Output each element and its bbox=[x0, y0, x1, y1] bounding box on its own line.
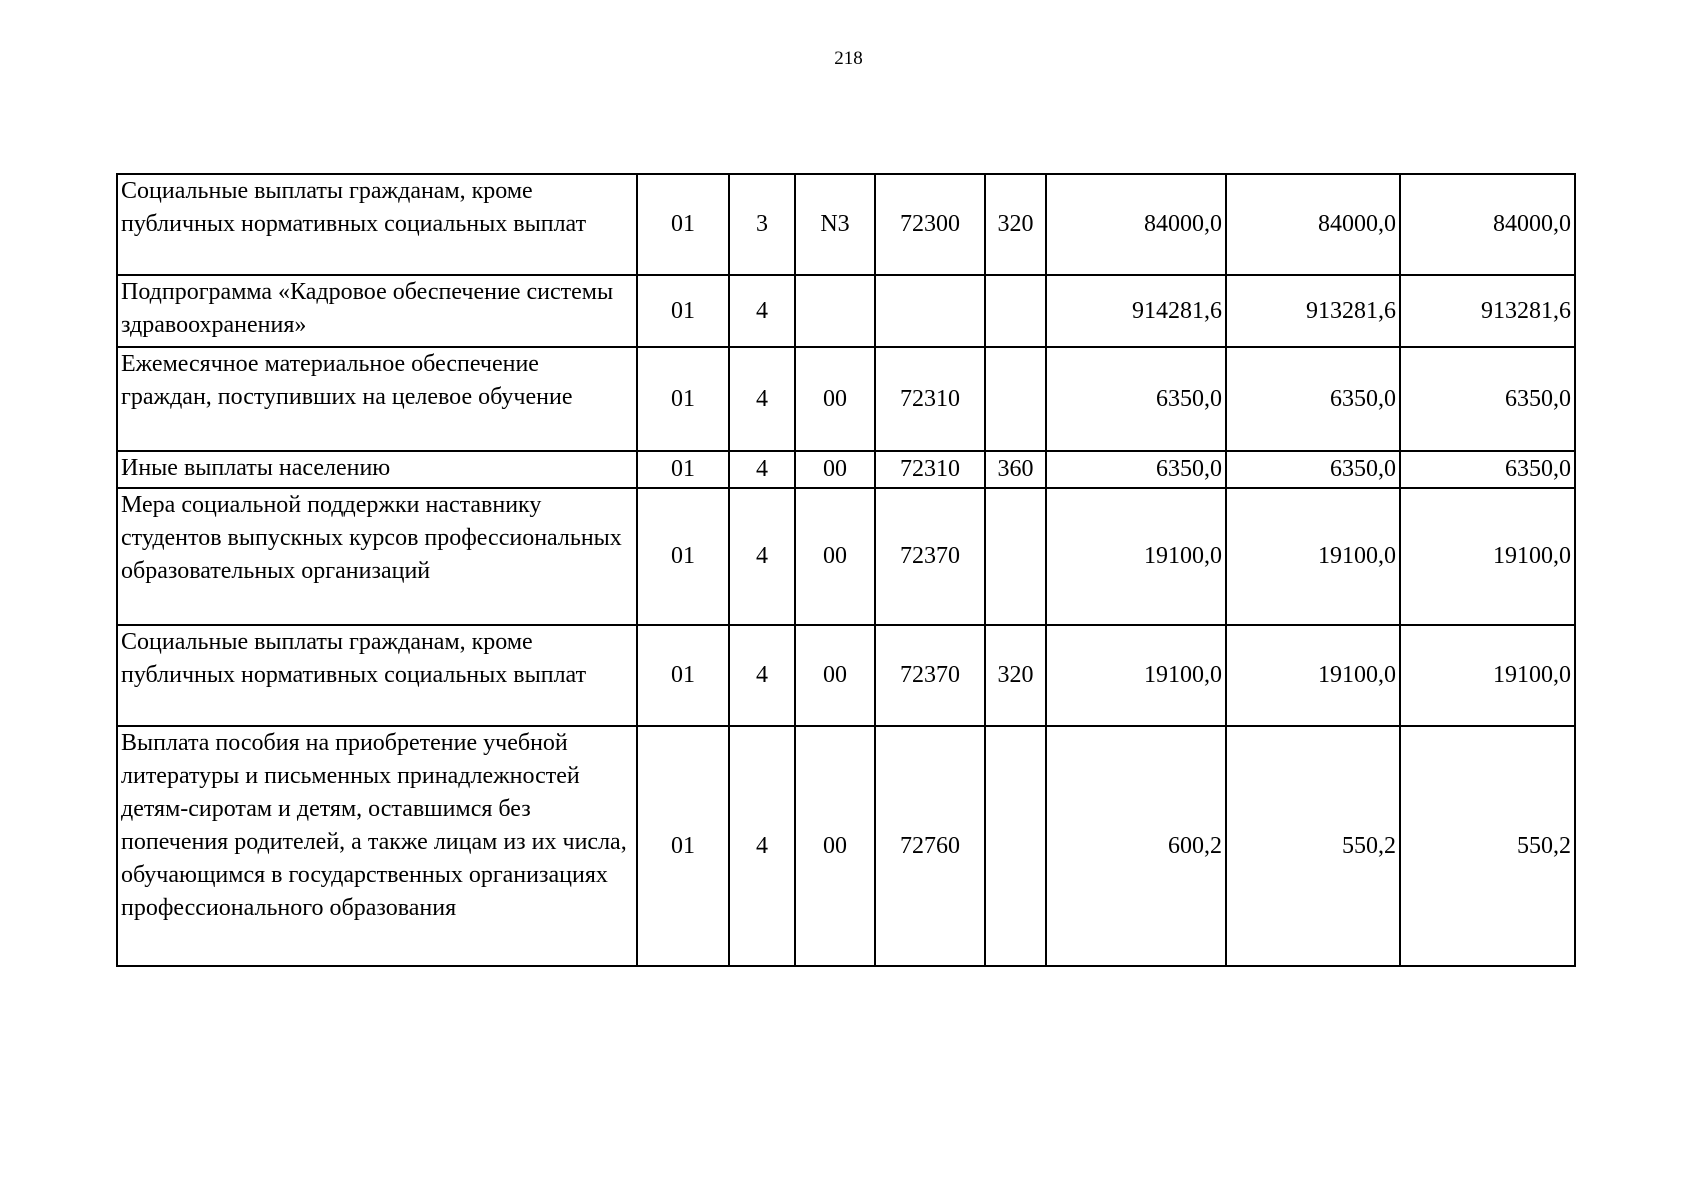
table-row bbox=[117, 625, 1575, 726]
subprogram-code: 4 bbox=[729, 726, 795, 966]
amount-year-3: 6350,0 bbox=[1400, 347, 1575, 451]
section-code: 01 bbox=[637, 451, 729, 488]
subprogram-code: 4 bbox=[729, 488, 795, 625]
row-name: Ежемесячное материальное обеспечение граждан, поступивших на целевое обучение bbox=[117, 347, 637, 451]
activity-code: 00 bbox=[795, 451, 875, 488]
expense-type-code bbox=[985, 347, 1046, 451]
subprogram-code: 4 bbox=[729, 451, 795, 488]
table-row bbox=[117, 488, 1575, 625]
amount-year-2: 6350,0 bbox=[1226, 347, 1400, 451]
table-row bbox=[117, 174, 1575, 275]
section-code: 01 bbox=[637, 275, 729, 347]
amount-year-2: 550,2 bbox=[1226, 726, 1400, 966]
amount-year-1: 914281,6 bbox=[1046, 275, 1226, 347]
row-name: Иные выплаты населению bbox=[117, 451, 637, 488]
amount-year-3: 550,2 bbox=[1400, 726, 1575, 966]
expense-type-code bbox=[985, 726, 1046, 966]
table-row bbox=[117, 275, 1575, 347]
direction-code: 72310 bbox=[875, 347, 985, 451]
direction-code: 72370 bbox=[875, 488, 985, 625]
expense-type-code: 320 bbox=[985, 174, 1046, 275]
section-code: 01 bbox=[637, 625, 729, 726]
row-name: Социальные выплаты гражданам, кроме публичных нормативных социальных выплат bbox=[117, 625, 637, 726]
expense-type-code bbox=[985, 275, 1046, 347]
amount-year-1: 6350,0 bbox=[1046, 451, 1226, 488]
subprogram-code: 3 bbox=[729, 174, 795, 275]
amount-year-2: 19100,0 bbox=[1226, 625, 1400, 726]
subprogram-code: 4 bbox=[729, 347, 795, 451]
amount-year-1: 600,2 bbox=[1046, 726, 1226, 966]
row-name: Мера социальной поддержки наставнику студентов выпускных курсов профессиональных образовательных организаций bbox=[117, 488, 637, 625]
expense-type-code: 320 bbox=[985, 625, 1046, 726]
budget-table bbox=[116, 173, 1576, 967]
amount-year-3: 19100,0 bbox=[1400, 488, 1575, 625]
section-code: 01 bbox=[637, 726, 729, 966]
amount-year-3: 913281,6 bbox=[1400, 275, 1575, 347]
subprogram-code: 4 bbox=[729, 275, 795, 347]
amount-year-1: 19100,0 bbox=[1046, 488, 1226, 625]
activity-code: 00 bbox=[795, 625, 875, 726]
amount-year-3: 19100,0 bbox=[1400, 625, 1575, 726]
direction-code: 72760 bbox=[875, 726, 985, 966]
amount-year-1: 84000,0 bbox=[1046, 174, 1226, 275]
activity-code: 00 bbox=[795, 726, 875, 966]
amount-year-3: 6350,0 bbox=[1400, 451, 1575, 488]
amount-year-2: 6350,0 bbox=[1226, 451, 1400, 488]
direction-code bbox=[875, 275, 985, 347]
subprogram-code: 4 bbox=[729, 625, 795, 726]
expense-type-code: 360 bbox=[985, 451, 1046, 488]
activity-code: 00 bbox=[795, 347, 875, 451]
amount-year-2: 19100,0 bbox=[1226, 488, 1400, 625]
section-code: 01 bbox=[637, 347, 729, 451]
section-code: 01 bbox=[637, 488, 729, 625]
table-row bbox=[117, 726, 1575, 966]
row-name: Подпрограмма «Кадровое обеспечение системы здравоохранения» bbox=[117, 275, 637, 347]
amount-year-2: 84000,0 bbox=[1226, 174, 1400, 275]
table-row bbox=[117, 451, 1575, 488]
activity-code: N3 bbox=[795, 174, 875, 275]
direction-code: 72300 bbox=[875, 174, 985, 275]
direction-code: 72310 bbox=[875, 451, 985, 488]
table-row bbox=[117, 347, 1575, 451]
amount-year-3: 84000,0 bbox=[1400, 174, 1575, 275]
row-name: Социальные выплаты гражданам, кроме публичных нормативных социальных выплат bbox=[117, 174, 637, 275]
amount-year-1: 6350,0 bbox=[1046, 347, 1226, 451]
activity-code bbox=[795, 275, 875, 347]
amount-year-1: 19100,0 bbox=[1046, 625, 1226, 726]
section-code: 01 bbox=[637, 174, 729, 275]
amount-year-2: 913281,6 bbox=[1226, 275, 1400, 347]
row-name: Выплата пособия на приобретение учебной литературы и письменных принадлежностей детям-сиротам и детям, оставшимся без попечения родителей, а также лицам из их числа, обучающимся в государственных организациях профессионального образования bbox=[117, 726, 637, 966]
page-number: 218 bbox=[834, 48, 863, 69]
activity-code: 00 bbox=[795, 488, 875, 625]
direction-code: 72370 bbox=[875, 625, 985, 726]
expense-type-code bbox=[985, 488, 1046, 625]
